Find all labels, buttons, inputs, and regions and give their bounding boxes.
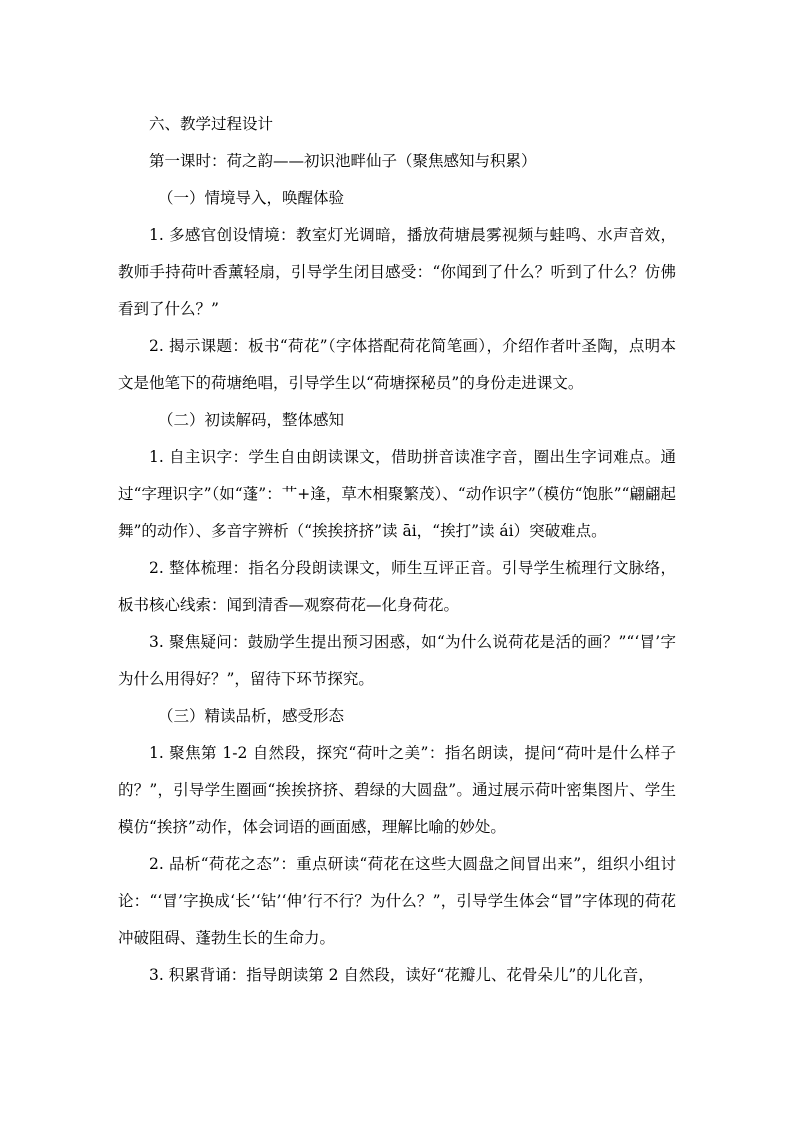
part-1-heading: （一）情境导入，唤醒体验	[158, 189, 345, 207]
part-3-heading: （三）精读品析，感受形态	[158, 707, 345, 725]
part-3-item-1: 1. 聚焦第 1-2 自然段，探究“荷叶之美”：指名朗读，提问“荷叶是什么样子的？”，引导学生圈画“挨挨挤挤、碧绿的大圆盘”。通过展示荷叶密集图片、学生模仿“挨挤”动作，体会词语的画面感，理解比喻的妙处。	[118, 744, 676, 836]
lesson-title: 第一课时：荷之韵——初识池畔仙子（聚焦感知与积累）	[149, 152, 537, 170]
part-2-item-1: 1. 自主识字：学生自由朗读课文，借助拼音读准字音，圈出生字词难点。通过“字理识字”（如“蓬”：艹+逢，草木相聚繁茂）、“动作识字”（模仿“饱胀”“翩翩起舞”的动作）、多音字辨析（“挨挨挤挤”读 āi，“挨打”读 ái）突破难点。	[118, 448, 676, 540]
document-body	[118, 106, 676, 994]
section-title: 六、教学过程设计	[149, 115, 274, 133]
part-3-item-2: 2. 品析“荷花之态”：重点研读“荷花在这些大圆盘之间冒出来”，组织小组讨论：“‘冒’字换成‘长’‘钻’‘伸’行不行？为什么？”，引导学生体会“冒”字体现的荷花冲破阻碍、蓬勃生长的生命力。	[118, 855, 676, 947]
part-2-item-2: 2. 整体梳理：指名分段朗读课文，师生互评正音。引导学生梳理行文脉络，板书核心线索：闻到清香—观察荷花—化身荷花。	[118, 559, 676, 614]
part-2-item-3: 3. 聚焦疑问：鼓励学生提出预习困惑，如“为什么说荷花是活的画？”“‘冒’字为什么用得好？”，留待下环节探究。	[118, 633, 676, 688]
part-2-heading: （二）初读解码，整体感知	[158, 411, 345, 429]
part-1-item-2: 2. 揭示课题：板书“荷花”（字体搭配荷花简笔画），介绍作者叶圣陶，点明本文是他笔下的荷塘绝唱，引导学生以“荷塘探秘员”的身份走进课文。	[118, 337, 676, 392]
part-3-item-3: 3. 积累背诵：指导朗读第 2 自然段，读好“花瓣儿、花骨朵儿”的儿化音，	[149, 966, 654, 984]
part-1-item-1: 1. 多感官创设情境：教室灯光调暗，播放荷塘晨雾视频与蛙鸣、水声音效，教师手持荷叶香薰轻扇，引导学生闭目感受：“你闻到了什么？听到了什么？仿佛看到了什么？”	[118, 226, 676, 318]
